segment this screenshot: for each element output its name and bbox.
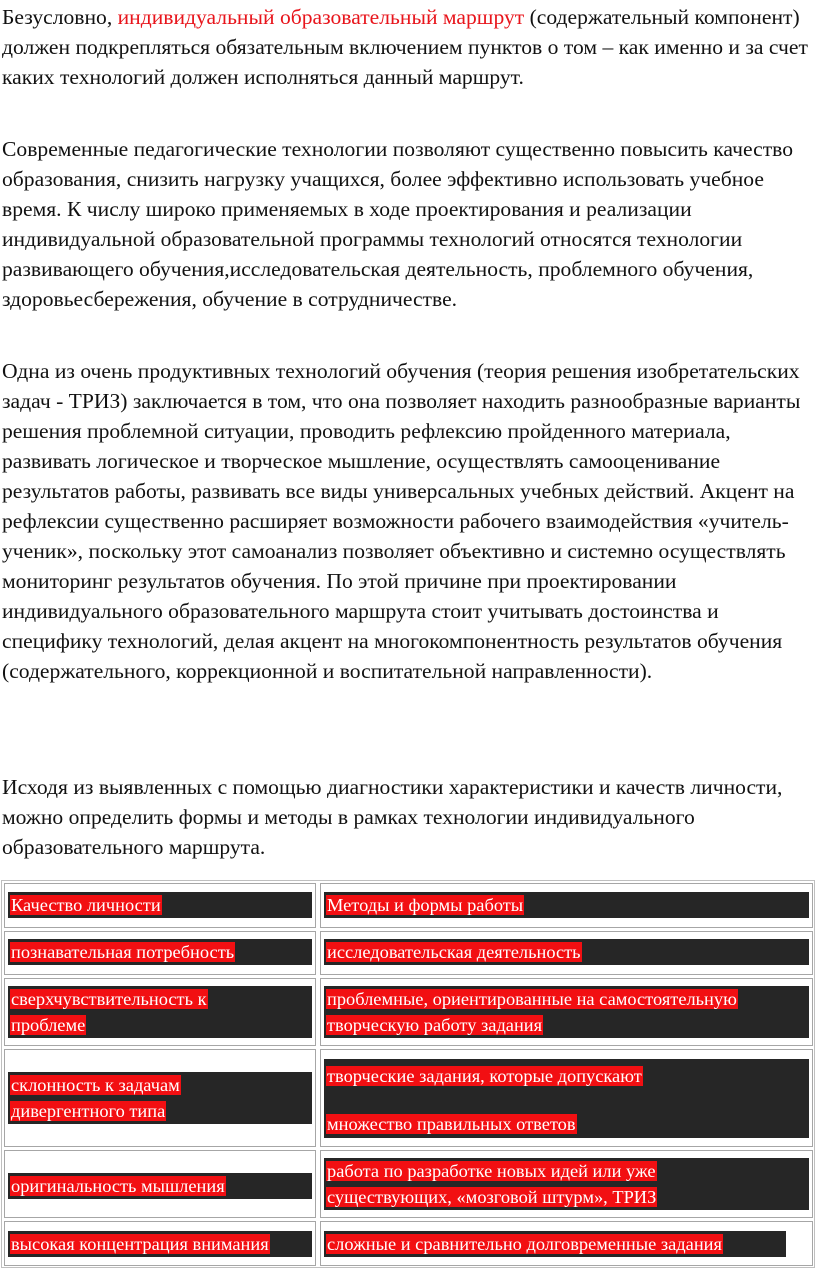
header-quality: Качество личности	[11, 895, 161, 915]
quality-cell: склонность к задачам дивергентного типа	[11, 1075, 180, 1121]
intro-rest: (содержательный компонент) должен подкрепляться обязательным включением пунктов о том – как именно и за счет каких технологий должен исполняться данный маршрут.	[2, 5, 808, 89]
table-row	[4, 931, 316, 975]
intro-highlight-term: индивидуальный образовательный маршрут	[117, 5, 525, 29]
quality-cell: оригинальность мышления	[11, 1176, 225, 1196]
method-cell-line1: творческие задания, которые допускают	[327, 1066, 642, 1086]
paragraph-triz: Одна из очень продуктивных технологий обучения (теория решения изобретательских задач - ТРИЗ) заключается в том, что она позволяет находить разнообразные варианты решения проблемной ситуации, проводить рефлексию пройденного материала, развивать логическое и творческое мышление, осуществлять самооценивание результатов работы, развивать все виды универсальных учебных действий. Акцент на рефлексии существенно расширяет возможности рабочего взаимодействия «учитель-ученик», поскольку этот самоанализ позволяет объективно и системно осуществлять мониторинг результатов обучения. По этой причине при проектировании индивидуального образовательного маршрута стоит учитывать достоинства и специфику технологий, делая акцент на многокомпонентность результатов обучения (содержательного, коррекционной и воспитательной направленности).	[2, 359, 801, 683]
method-cell-line2: множество правильных ответов	[327, 1114, 576, 1134]
intro-lead: Безусловно,	[2, 5, 118, 29]
table-row	[4, 1150, 316, 1218]
quality-cell: высокая концентрация внимания	[11, 1234, 269, 1254]
table-row	[320, 931, 813, 975]
paragraph-diagnostics: Исходя из выявленных с помощью диагностики характеристики и качеств личности, можно определить формы и методы в рамках технологии индивидуального образовательного маршрута.	[2, 775, 783, 859]
method-cell: исследовательская деятельность	[327, 942, 581, 962]
table-row	[4, 978, 316, 1046]
table-row	[4, 1049, 316, 1147]
table-row	[320, 978, 813, 1046]
method-cell: сложные и сравнительно долговременные задания	[327, 1234, 722, 1254]
table-header-cell-left	[4, 883, 316, 928]
quality-cell: сверхчувствительность к проблеме	[11, 989, 207, 1035]
method-cell: работа по разработке новых идей или уже существующих, «мозговой штурм», ТРИЗ	[327, 1161, 657, 1207]
table-row	[320, 1049, 813, 1147]
paragraph-technologies: Современные педагогические технологии позволяют существенно повысить качество образования, снизить нагрузку учащихся, более эффективно использовать учебное время. К числу широко применяемых в ходе проектирования и реализации индивидуальной образовательной программы технологий относятся технологии развивающего обучения,исследовательская деятельность, проблемного обучения, здоровьесбережения, обучение в сотрудничестве.	[2, 137, 793, 311]
header-methods: Методы и формы работы	[327, 895, 524, 915]
table-header-cell-right	[320, 883, 813, 928]
quality-cell: познавательная потребность	[11, 942, 235, 962]
method-cell: проблемные, ориентированные на самостоятельную творческую работу задания	[327, 989, 737, 1035]
table-row	[320, 1221, 813, 1266]
paragraph-intro	[2, 2, 814, 92]
table-row	[320, 1150, 813, 1218]
table-row	[4, 1221, 316, 1266]
